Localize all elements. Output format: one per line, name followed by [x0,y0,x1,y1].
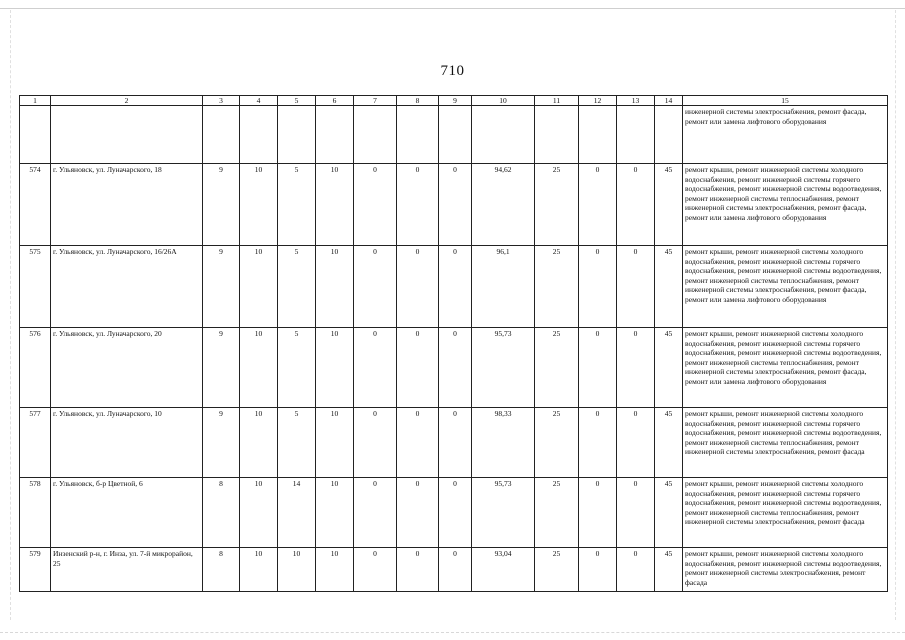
table-cell: 0 [579,164,617,246]
table-cell: 10 [316,246,354,328]
table-cell [203,106,240,164]
column-header: 3 [203,96,240,106]
table-cell: 0 [579,328,617,408]
table-cell: 10 [316,408,354,478]
scan-edge-top [0,8,905,9]
table-row [20,164,888,246]
table-cell: 5 [278,164,316,246]
table-cell: 14 [278,478,316,548]
table-cell: 10 [240,328,278,408]
table-cell: 45 [655,408,683,478]
table-cell: 25 [535,246,579,328]
row-number: 577 [20,408,51,478]
table-cell [316,106,354,164]
table-cell: 45 [655,328,683,408]
table-cell: 10 [240,164,278,246]
works-cell: ремонт крыши, ремонт инженерной системы холодного водоснабжения, ремонт инженерной системы горячего водоснабжения, ремонт инженерной системы водоотведения, ремонт инженерной системы теплоснабжения, ремонт инженерной системы электроснабжения, ремонт фасада [683,408,888,478]
table-cell: 10 [316,328,354,408]
table-cell: 10 [278,548,316,592]
works-cell: ремонт крыши, ремонт инженерной системы холодного водоснабжения, ремонт инженерной системы водоотведения, ремонт инженерной системы электроснабжения, ремонт фасада [683,548,888,592]
table-cell [278,106,316,164]
table-cell: 0 [439,328,472,408]
table-cell: 9 [203,246,240,328]
table-cell: 0 [397,548,439,592]
column-header: 13 [617,96,655,106]
table-cell: 0 [439,548,472,592]
table-cell: 10 [240,478,278,548]
row-number: 576 [20,328,51,408]
table-cell [472,106,535,164]
table-cell: 98,33 [472,408,535,478]
table-row [20,548,888,592]
works-cell: ремонт крыши, ремонт инженерной системы холодного водоснабжения, ремонт инженерной системы горячего водоснабжения, ремонт инженерной системы водоотведения, ремонт инженерной системы теплоснабжения, ремонт инженерной системы электроснабжения, ремонт фасада, ремонт или замена лифтового оборудования [683,164,888,246]
address-cell: г. Ульяновск, ул. Луначарского, 20 [51,328,203,408]
table-cell: 0 [397,328,439,408]
table-cell: 8 [203,478,240,548]
works-cell: ремонт крыши, ремонт инженерной системы холодного водоснабжения, ремонт инженерной системы горячего водоснабжения, ремонт инженерной системы водоотведения, ремонт инженерной системы теплоснабжения, ремонт инженерной системы электроснабжения, ремонт фасада, ремонт или замена лифтового оборудования [683,328,888,408]
table-cell: 96,1 [472,246,535,328]
page-number: 710 [440,63,465,79]
column-header: 9 [439,96,472,106]
table-cell: 0 [439,478,472,548]
row-number: 575 [20,246,51,328]
column-number-row [20,96,888,106]
table-cell: 9 [203,408,240,478]
table-cell: 0 [617,478,655,548]
table-cell [51,106,203,164]
table-cell: 25 [535,164,579,246]
table-cell [397,106,439,164]
column-header: 14 [655,96,683,106]
table-row [20,246,888,328]
column-header: 15 [683,96,888,106]
table-row [20,328,888,408]
table-cell: 0 [354,328,397,408]
table-cell: 45 [655,548,683,592]
column-header: 7 [354,96,397,106]
table-cell: 25 [535,408,579,478]
column-header: 12 [579,96,617,106]
table-cell [655,106,683,164]
scan-edge-right [895,10,896,620]
table-cell: 10 [316,478,354,548]
table-cell: 45 [655,478,683,548]
table-cell: 0 [617,246,655,328]
table-cell: 8 [203,548,240,592]
column-header: 10 [472,96,535,106]
table-cell [535,106,579,164]
table-cell: 0 [397,478,439,548]
table-cell: 0 [354,408,397,478]
table-cell: 94,62 [472,164,535,246]
table-cell: 10 [240,548,278,592]
table-cell: 0 [617,548,655,592]
table-cell: 93,04 [472,548,535,592]
works-cell: инженерной системы электроснабжения, ремонт фасада, ремонт или замена лифтового оборудования [683,106,888,164]
column-header: 4 [240,96,278,106]
table-cell: 0 [439,164,472,246]
table-cell: 0 [354,246,397,328]
column-header: 1 [20,96,51,106]
table-cell: 0 [439,246,472,328]
table-cell [354,106,397,164]
table-row [20,408,888,478]
table-cell: 45 [655,246,683,328]
table-cell: 0 [439,408,472,478]
continuation-row [20,106,888,164]
table-cell: 0 [397,164,439,246]
table-cell: 5 [278,328,316,408]
table-cell: 0 [579,548,617,592]
table-cell: 5 [278,408,316,478]
works-cell: ремонт крыши, ремонт инженерной системы холодного водоснабжения, ремонт инженерной системы горячего водоснабжения, ремонт инженерной системы водоотведения, ремонт инженерной системы теплоснабжения, ремонт инженерной системы электроснабжения, ремонт фасада, ремонт или замена лифтового оборудования [683,246,888,328]
address-cell: г. Ульяновск, ул. Луначарского, 18 [51,164,203,246]
row-number: 574 [20,164,51,246]
column-header: 11 [535,96,579,106]
table-cell [439,106,472,164]
table-cell: 10 [316,548,354,592]
table-cell: 9 [203,164,240,246]
table-cell: 10 [316,164,354,246]
table-cell: 0 [579,478,617,548]
column-header: 5 [278,96,316,106]
table-cell: 5 [278,246,316,328]
table-cell: 0 [617,328,655,408]
table-cell [240,106,278,164]
works-cell: ремонт крыши, ремонт инженерной системы холодного водоснабжения, ремонт инженерной системы горячего водоснабжения, ремонт инженерной системы водоотведения, ремонт инженерной системы теплоснабжения, ремонт инженерной системы электроснабжения, ремонт фасада [683,478,888,548]
table-cell [617,106,655,164]
table-cell: 0 [617,164,655,246]
table-cell: 25 [535,548,579,592]
table-cell: 0 [397,246,439,328]
row-number: 578 [20,478,51,548]
column-header: 6 [316,96,354,106]
table-cell: 0 [579,246,617,328]
address-cell: г. Ульяновск, ул. Луначарского, 16/26А [51,246,203,328]
scan-edge-bottom [0,632,905,633]
address-cell: Инзенский р-н, г. Инза, ул. 7-й микрорайон, 25 [51,548,203,592]
table-cell: 0 [354,548,397,592]
table-cell: 45 [655,164,683,246]
table-cell [579,106,617,164]
table-cell: 0 [354,478,397,548]
table-cell: 10 [240,246,278,328]
table-cell: 9 [203,328,240,408]
address-cell: г. Ульяновск, б-р Цветной, 6 [51,478,203,548]
table-cell: 25 [535,478,579,548]
table-cell: 95,73 [472,328,535,408]
row-number: 579 [20,548,51,592]
address-cell: г. Ульяновск, ул. Луначарского, 10 [51,408,203,478]
repair-program-table [19,95,888,592]
table-row [20,478,888,548]
scan-edge-left [10,10,11,620]
table-cell: 10 [240,408,278,478]
table-cell: 95,73 [472,478,535,548]
column-header: 2 [51,96,203,106]
table-cell: 0 [397,408,439,478]
table-cell: 0 [579,408,617,478]
table-cell: 25 [535,328,579,408]
table-cell: 0 [617,408,655,478]
table-cell: 0 [354,164,397,246]
table-cell [20,106,51,164]
column-header: 8 [397,96,439,106]
